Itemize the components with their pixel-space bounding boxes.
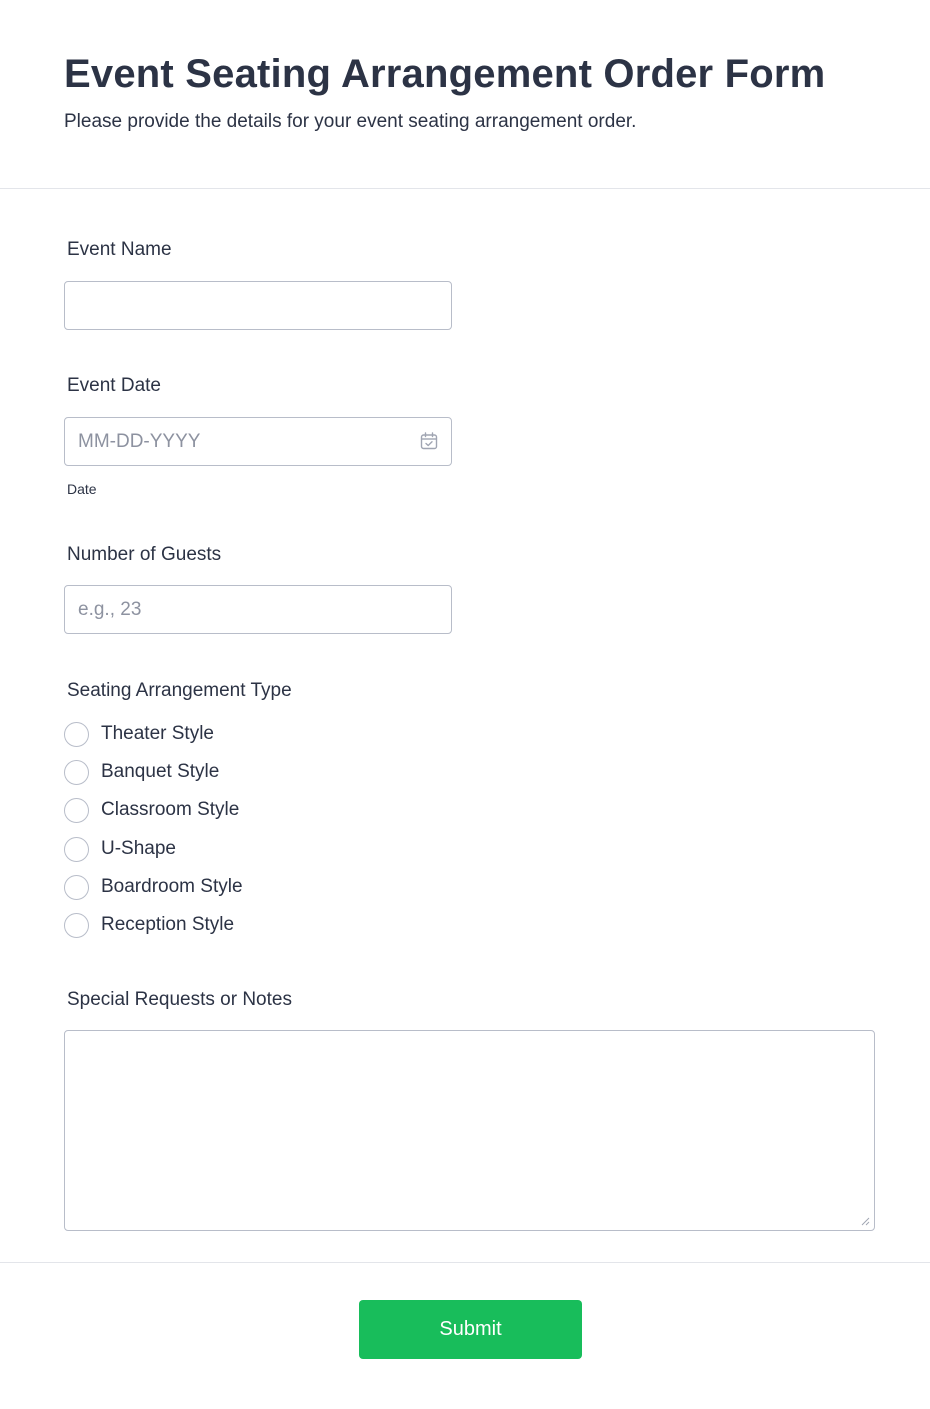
event-name-input[interactable] (64, 281, 452, 330)
event-date-sublabel: Date (67, 481, 97, 497)
guests-label: Number of Guests (67, 544, 222, 565)
radio-label[interactable]: Classroom Style (101, 799, 240, 820)
resize-grip-icon[interactable] (860, 1216, 870, 1226)
radio-label[interactable]: Reception Style (101, 914, 235, 935)
radio-button[interactable] (64, 837, 89, 862)
radio-label[interactable]: Theater Style (101, 723, 214, 744)
notes-textarea[interactable] (64, 1030, 875, 1231)
radio-option-boardroom[interactable] (64, 874, 243, 900)
radio-button[interactable] (64, 722, 89, 747)
radio-label[interactable]: Banquet Style (101, 761, 220, 782)
event-date-label: Event Date (67, 375, 161, 396)
radio-button[interactable] (64, 875, 89, 900)
event-date-placeholder: MM-DD-YYYY (78, 431, 201, 452)
guests-input[interactable] (64, 585, 452, 634)
form-header (0, 0, 930, 189)
radio-button[interactable] (64, 798, 89, 823)
form-title: Event Seating Arrangement Order Form (64, 52, 826, 96)
calendar-icon[interactable] (420, 432, 438, 450)
radio-option-banquet[interactable] (64, 759, 219, 785)
radio-label[interactable]: Boardroom Style (101, 876, 243, 897)
guests-placeholder: e.g., 23 (78, 599, 142, 620)
radio-button[interactable] (64, 913, 89, 938)
event-name-label: Event Name (67, 239, 172, 260)
submit-button[interactable]: Submit (359, 1300, 582, 1359)
radio-option-classroom[interactable] (64, 797, 239, 823)
footer-divider (0, 1262, 930, 1263)
radio-option-theater[interactable] (64, 721, 214, 747)
form-subtitle: Please provide the details for your event seating arrangement order. (64, 111, 637, 132)
radio-label[interactable]: U-Shape (101, 838, 176, 859)
radio-option-u-shape[interactable] (64, 836, 176, 862)
event-date-input[interactable] (64, 417, 452, 466)
notes-label: Special Requests or Notes (67, 989, 292, 1010)
radio-button[interactable] (64, 760, 89, 785)
seating-type-label: Seating Arrangement Type (67, 680, 292, 701)
radio-option-reception[interactable] (64, 912, 234, 938)
